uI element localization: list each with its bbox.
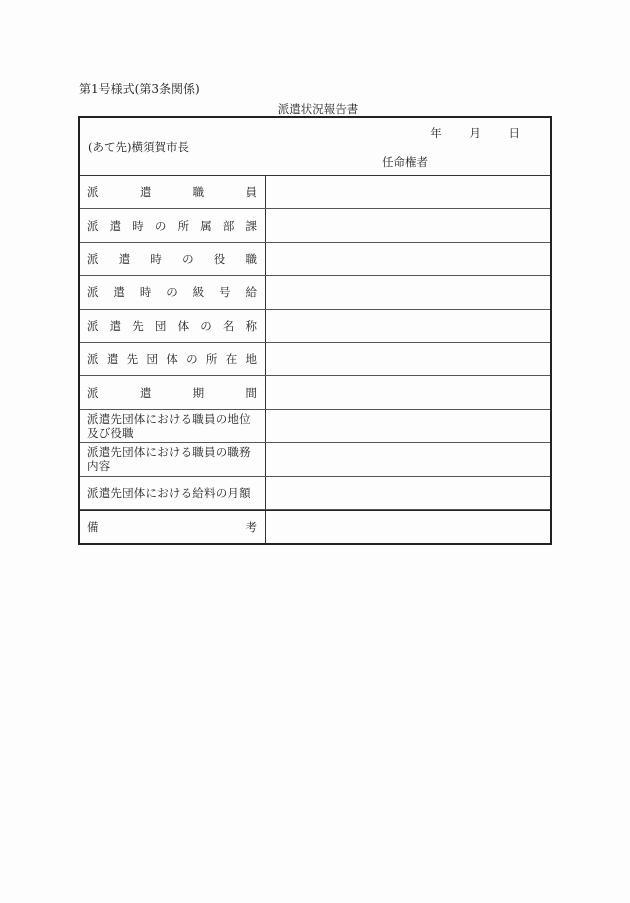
report-form bbox=[78, 116, 552, 545]
row-salary-grade-at-dispatch bbox=[80, 276, 550, 309]
label-char: 地 bbox=[245, 352, 257, 367]
row-dispatched-employee bbox=[80, 176, 550, 209]
label-char: 遣 bbox=[139, 185, 152, 200]
field-label bbox=[80, 376, 266, 408]
label-char: の bbox=[186, 352, 198, 367]
label-char: 考 bbox=[245, 519, 257, 534]
label-char: 派 bbox=[87, 185, 99, 200]
label-char: 号 bbox=[219, 285, 231, 300]
form-header bbox=[80, 118, 550, 176]
date-field[interactable] bbox=[416, 125, 520, 141]
label-char: 遣 bbox=[113, 285, 125, 300]
field-label bbox=[80, 176, 266, 208]
field-label bbox=[80, 276, 266, 308]
label-char: 遣 bbox=[139, 385, 152, 400]
field-value-duties-at-host[interactable] bbox=[266, 443, 550, 475]
field-label: 派遣先団体における職員の職務内容 bbox=[80, 443, 266, 475]
label-char: 所 bbox=[177, 218, 190, 233]
row-host-organization-address bbox=[80, 343, 550, 376]
label-char: の bbox=[166, 285, 178, 300]
label-char: 給 bbox=[245, 285, 257, 300]
label-char: の bbox=[154, 218, 167, 233]
label-char: 所 bbox=[205, 352, 218, 367]
label-char: 課 bbox=[245, 218, 257, 233]
label-char: 職 bbox=[192, 185, 205, 200]
label-char: の bbox=[182, 251, 194, 266]
field-value-position-at-host[interactable] bbox=[266, 410, 550, 442]
label-char: 派 bbox=[87, 385, 99, 400]
day-label: 日 bbox=[508, 126, 520, 140]
row-duties-at-host bbox=[80, 443, 550, 476]
label-char: 体 bbox=[166, 352, 178, 367]
label-char: 遣 bbox=[109, 218, 122, 233]
label-char: 名 bbox=[222, 318, 235, 333]
label-char: 役 bbox=[213, 251, 226, 266]
label-char: 遣 bbox=[118, 251, 131, 266]
field-label: 派遣先団体における給料の月額 bbox=[80, 477, 266, 509]
field-value-host-organization-name[interactable] bbox=[266, 310, 550, 342]
month-label: 月 bbox=[469, 126, 481, 140]
field-label bbox=[80, 343, 266, 375]
label-char: 時 bbox=[150, 251, 162, 266]
label-char: 団 bbox=[146, 352, 158, 367]
row-department-at-dispatch bbox=[80, 209, 550, 242]
row-host-organization-name bbox=[80, 310, 550, 343]
field-label bbox=[80, 511, 266, 543]
label-char: 属 bbox=[200, 218, 212, 233]
label-char: 期 bbox=[192, 385, 205, 400]
label-char: 団 bbox=[154, 318, 167, 333]
label-char: 派 bbox=[87, 218, 99, 233]
label-char: 派 bbox=[87, 251, 99, 266]
row-dispatch-period bbox=[80, 376, 550, 409]
label-char: 備 bbox=[87, 519, 99, 534]
field-value-host-organization-address[interactable] bbox=[266, 343, 550, 375]
label-char: 時 bbox=[139, 285, 152, 300]
row-remarks bbox=[80, 510, 550, 543]
field-label bbox=[80, 209, 266, 241]
row-monthly-salary-at-host bbox=[80, 477, 550, 510]
row-position-at-dispatch bbox=[80, 243, 550, 276]
field-value-dispatched-employee[interactable] bbox=[266, 176, 550, 208]
document-title: 派遣状況報告書 bbox=[277, 102, 359, 116]
label-char: 体 bbox=[177, 318, 190, 333]
field-value-monthly-salary-at-host[interactable] bbox=[266, 477, 550, 509]
label-char: 先 bbox=[132, 318, 144, 333]
label-char: 員 bbox=[245, 185, 257, 200]
label-char: 在 bbox=[225, 352, 238, 367]
label-char: 職 bbox=[245, 251, 257, 266]
field-label bbox=[80, 310, 266, 342]
label-char: の bbox=[200, 318, 212, 333]
label-char: 派 bbox=[87, 352, 99, 367]
label-char: 派 bbox=[87, 285, 99, 300]
appointing-authority: 任命権者 bbox=[382, 155, 428, 169]
label-char: 称 bbox=[245, 318, 257, 333]
field-value-salary-grade-at-dispatch[interactable] bbox=[266, 276, 550, 308]
field-value-dispatch-period[interactable] bbox=[266, 376, 550, 408]
label-char: 遣 bbox=[109, 318, 122, 333]
field-value-remarks[interactable] bbox=[266, 511, 550, 543]
label-char: 級 bbox=[192, 285, 205, 300]
field-value-department-at-dispatch[interactable] bbox=[266, 209, 550, 241]
form-number: 第1号様式(第3条関係) bbox=[79, 82, 200, 96]
label-char: 先 bbox=[126, 352, 139, 367]
field-label bbox=[80, 243, 266, 275]
label-char: 間 bbox=[245, 385, 257, 400]
label-char: 派 bbox=[87, 318, 99, 333]
addressee: (あて先)横須賀市長 bbox=[88, 140, 189, 154]
label-char: 部 bbox=[222, 218, 235, 233]
row-position-at-host bbox=[80, 410, 550, 443]
label-char: 遣 bbox=[106, 352, 119, 367]
field-label: 派遣先団体における職員の地位及び役職 bbox=[80, 410, 266, 442]
field-value-position-at-dispatch[interactable] bbox=[266, 243, 550, 275]
year-label: 年 bbox=[430, 126, 442, 140]
label-char: 時 bbox=[132, 218, 144, 233]
